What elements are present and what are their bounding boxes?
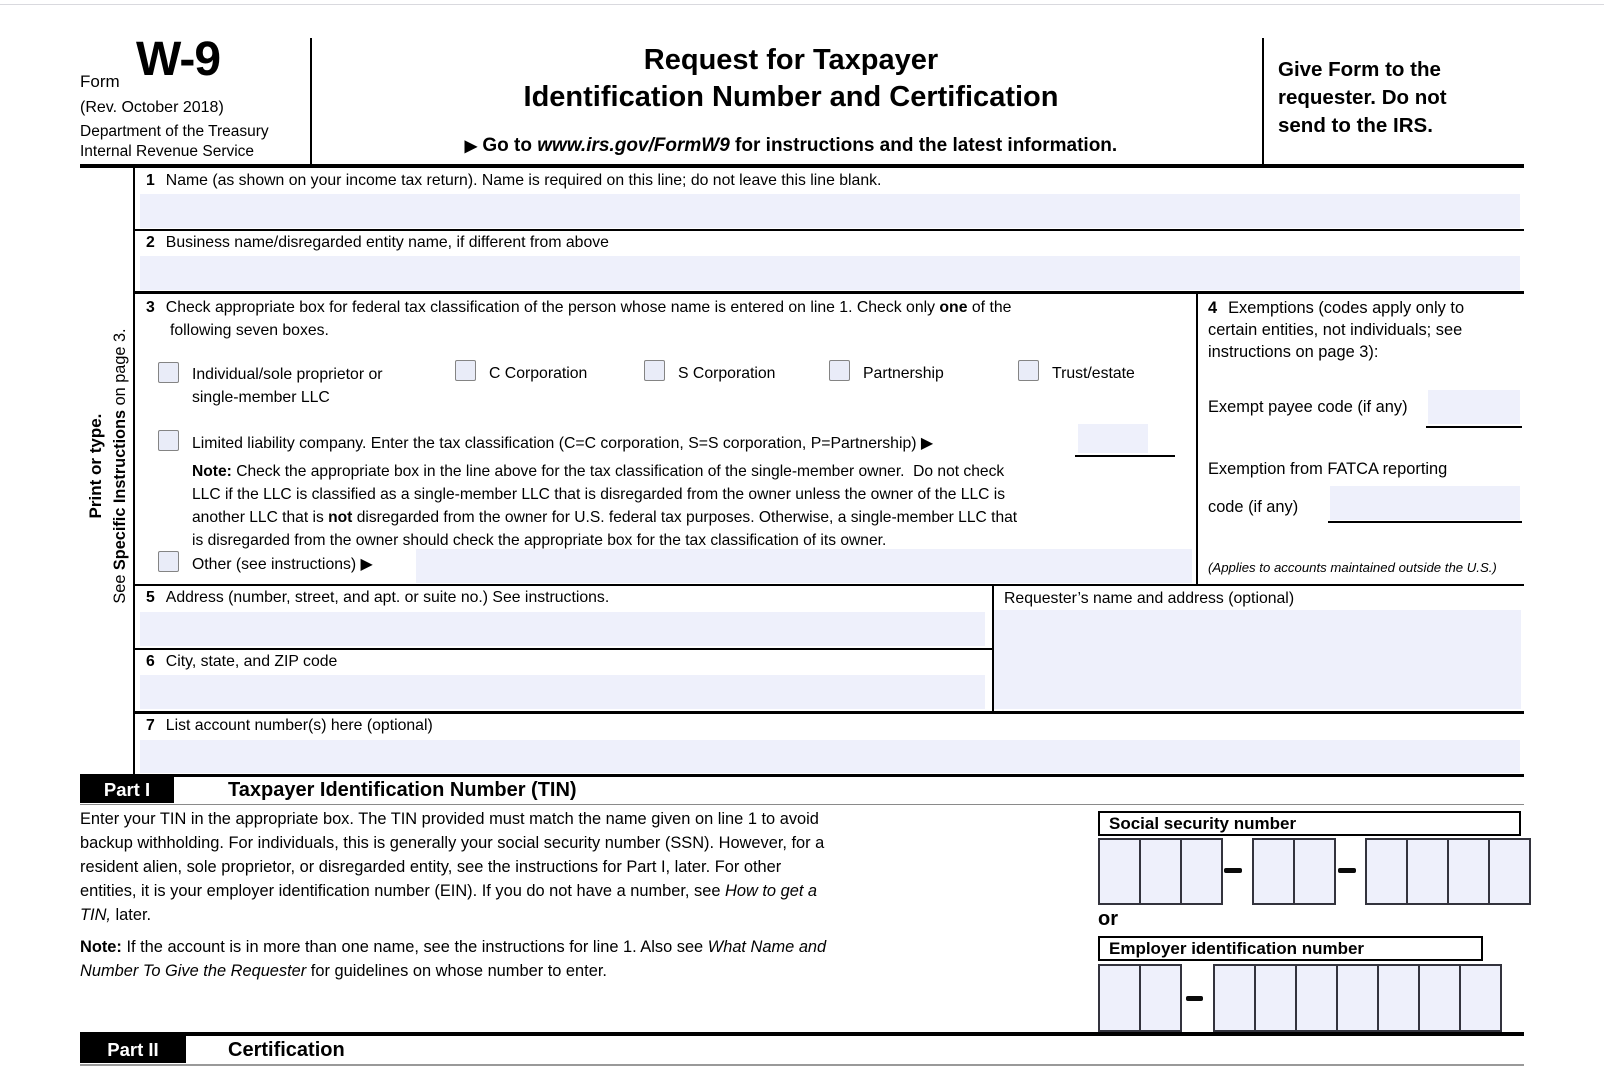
ein-cell[interactable]: [1336, 966, 1377, 1030]
sidebar-print-or-type: [83, 169, 133, 763]
top-divider: [0, 4, 1604, 5]
line5-number: 5: [146, 589, 155, 606]
ssn-cell[interactable]: [1367, 840, 1406, 903]
requester-label: Requester’s name and address (optional): [1004, 590, 1295, 607]
llc-note-line3: another LLC that is not disregarded from the owner for U.S. federal tax purposes. Otherwise, a single-member LLC that: [192, 509, 1018, 526]
checkbox-trust-estate-label: Trust/estate: [1052, 365, 1135, 382]
form-revision: (Rev. October 2018): [80, 99, 224, 116]
title-line1: Request for Taxpayer: [643, 44, 939, 76]
part1-note-line2: Number To Give the Requester for guidelines on whose number to enter.: [80, 962, 607, 980]
checkbox-other[interactable]: [158, 551, 179, 572]
row-separator: [133, 291, 1524, 294]
ein-cell[interactable]: [1139, 966, 1180, 1030]
form-number: W-9: [136, 33, 221, 86]
ssn-dash: [1338, 868, 1356, 873]
line6-number: 6: [146, 653, 155, 670]
ssn-label-box: [1098, 811, 1521, 836]
llc-classification-input[interactable]: [1078, 424, 1148, 453]
row-separator: [133, 584, 1524, 586]
row-separator: [133, 711, 1524, 714]
goto-prefix: Go to: [482, 135, 538, 156]
part2-badge: Part II: [80, 1036, 186, 1063]
ssn-cell[interactable]: [1447, 840, 1488, 903]
checkbox-individual-label: Individual/sole proprietor or: [192, 366, 383, 383]
line4-label-line1: 4 Exemptions (codes apply only to: [1208, 299, 1465, 317]
exempt-payee-input[interactable]: [1428, 390, 1520, 424]
ein-dash: [1186, 996, 1203, 1001]
business-name-input[interactable]: [140, 256, 1520, 290]
line1-number: 1: [146, 172, 155, 189]
llc-note-line2: LLC if the LLC is classified as a single-member LLC that is disregarded from the owner unless the owner of the LLC is: [192, 486, 1006, 503]
ssn-cell[interactable]: [1254, 840, 1293, 903]
line7-number: 7: [146, 717, 155, 734]
part1-body-line4: entities, it is your employer identification number (EIN). If you do not have a number, see How to get a: [80, 882, 818, 900]
llc-classification-underline: [1075, 455, 1175, 457]
checkbox-partnership[interactable]: [829, 360, 850, 381]
goto-url-link[interactable]: www.irs.gov/FormW9: [537, 135, 730, 156]
line2-label: 2 Business name/disregarded entity name, if different from above: [146, 234, 609, 251]
checkbox-individual-label2: single-member LLC: [192, 389, 330, 406]
ein-cell[interactable]: [1100, 966, 1139, 1030]
line3-label-line1: 3 Check appropriate box for federal tax classification of the person whose name is entered on line 1. Check only one of the: [146, 299, 1012, 316]
line2-number: 2: [146, 234, 155, 251]
part2-bottom-rule: [80, 1064, 1524, 1066]
see-instructions-label: See Specific Instructions on page 3.: [111, 328, 129, 604]
print-or-type-label: Print or type.: [86, 413, 105, 519]
part2-top-rule: [80, 1032, 1524, 1036]
ssn-cell[interactable]: [1406, 840, 1447, 903]
part1-note-line1: Note: If the account is in more than one name, see the instructions for line 1. Also see What Name and: [80, 938, 827, 956]
ssn-cell[interactable]: [1100, 840, 1139, 903]
ssn-dash: [1224, 868, 1242, 873]
exempt-payee-underline: [1426, 426, 1522, 428]
exempt-payee-label: Exempt payee code (if any): [1208, 398, 1408, 416]
city-state-zip-input[interactable]: [140, 675, 985, 709]
line4-number: 4: [1208, 299, 1218, 317]
checkbox-other-label: Other (see instructions) ▶: [192, 556, 373, 573]
part1-body-line2: backup withholding. For individuals, this is generally your social security number (SSN). However, for a: [80, 834, 825, 852]
title-line2: Identification Number and Certification: [523, 81, 1059, 113]
or-label: or: [1098, 908, 1118, 930]
ein-cell[interactable]: [1295, 966, 1336, 1030]
requester-input[interactable]: [994, 610, 1521, 709]
ssn-cell[interactable]: [1139, 840, 1180, 903]
ssn-label: Social security number: [1109, 813, 1297, 833]
agency-line: Internal Revenue Service: [80, 143, 255, 160]
checkbox-individual[interactable]: [158, 362, 179, 383]
ssn-group2: [1252, 838, 1336, 905]
ein-cell[interactable]: [1377, 966, 1418, 1030]
checkbox-s-corporation-label: S Corporation: [678, 365, 776, 382]
checkbox-llc[interactable]: [158, 430, 179, 451]
header-rule: [80, 164, 1524, 168]
row-separator: [133, 648, 992, 650]
ssn-cell[interactable]: [1180, 840, 1221, 903]
ssn-group3: [1365, 838, 1531, 905]
applies-note: (Applies to accounts maintained outside the U.S.): [1208, 560, 1497, 575]
llc-note-line1: Note: Check the appropriate box in the line above for the tax classification of the single-member owner. Do not check: [192, 463, 1005, 480]
other-input[interactable]: [416, 549, 1192, 583]
goto-line: [320, 135, 1262, 157]
part1-body-line1: Enter your TIN in the appropriate box. The TIN provided must match the name given on line 1 to avoid: [80, 810, 819, 828]
checkbox-c-corporation[interactable]: [455, 360, 476, 381]
ein-label: Employer identification number: [1109, 938, 1365, 958]
fatca-label-line1: Exemption from FATCA reporting: [1208, 460, 1448, 478]
header-divider-left: [310, 38, 312, 166]
ein-cell[interactable]: [1459, 966, 1500, 1030]
line7-label: 7 List account number(s) here (optional): [146, 717, 433, 734]
column4-divider: [1196, 294, 1198, 584]
goto-suffix: for instructions and the latest information.: [729, 135, 1118, 156]
ssn-cell[interactable]: [1488, 840, 1529, 903]
checkbox-partnership-label: Partnership: [863, 365, 944, 382]
ssn-group1: [1098, 838, 1223, 905]
ein-cell[interactable]: [1418, 966, 1459, 1030]
part1-title: Taxpayer Identification Number (TIN): [228, 779, 577, 801]
form-word: Form: [80, 72, 120, 91]
ein-cell[interactable]: [1215, 966, 1254, 1030]
line3-label-line2: following seven boxes.: [170, 322, 329, 339]
ein-group2: [1213, 964, 1502, 1032]
part2-title: Certification: [228, 1039, 345, 1061]
line1-label: 1 Name (as shown on your income tax return). Name is required on this line; do not leave this line blank.: [146, 172, 882, 189]
ssn-cell[interactable]: [1293, 840, 1334, 903]
part1-bottom-rule: [80, 804, 1524, 805]
fatca-code-underline: [1328, 521, 1522, 523]
header-divider-right: [1262, 38, 1264, 166]
ein-group1: [1098, 964, 1182, 1032]
address-input[interactable]: [140, 612, 985, 646]
department-line: Department of the Treasury: [80, 123, 269, 140]
part1-body-line3: resident alien, sole proprietor, or disregarded entity, see the instructions for Part I, later. For other: [80, 858, 782, 876]
account-numbers-input[interactable]: [140, 740, 1520, 773]
give-form-line2: requester. Do not: [1278, 86, 1447, 109]
ein-cell[interactable]: [1254, 966, 1295, 1030]
row-separator: [133, 229, 1524, 231]
give-form-line1: Give Form to the: [1278, 58, 1441, 81]
arrow-icon: ▶: [464, 138, 478, 155]
fatca-code-input[interactable]: [1330, 486, 1520, 520]
checkbox-c-corporation-label: C Corporation: [489, 365, 588, 382]
llc-note-line4: is disregarded from the owner should check the appropriate box for the tax classification of its owner.: [192, 532, 887, 549]
name-input[interactable]: [140, 194, 1520, 228]
line5-label: 5 Address (number, street, and apt. or suite no.) See instructions.: [146, 589, 610, 606]
checkbox-trust-estate[interactable]: [1018, 360, 1039, 381]
line3-number: 3: [146, 299, 155, 316]
form-left-border: [133, 168, 135, 775]
part1-body-line5: TIN, later.: [80, 906, 152, 924]
ein-label-box: [1098, 936, 1483, 961]
part1-badge: Part I: [80, 777, 174, 803]
part1-top-rule: [80, 774, 1524, 777]
line6-label: 6 City, state, and ZIP code: [146, 653, 338, 670]
line4-label-line2: certain entities, not individuals; see: [1208, 321, 1463, 339]
give-form-line3: send to the IRS.: [1278, 114, 1433, 137]
checkbox-llc-label: Limited liability company. Enter the tax classification (C=C corporation, S=S corporation, P=Partnership) ▶: [192, 435, 934, 452]
checkbox-s-corporation[interactable]: [644, 360, 665, 381]
fatca-label-line2: code (if any): [1208, 498, 1299, 516]
line4-label-line3: instructions on page 3):: [1208, 343, 1379, 361]
